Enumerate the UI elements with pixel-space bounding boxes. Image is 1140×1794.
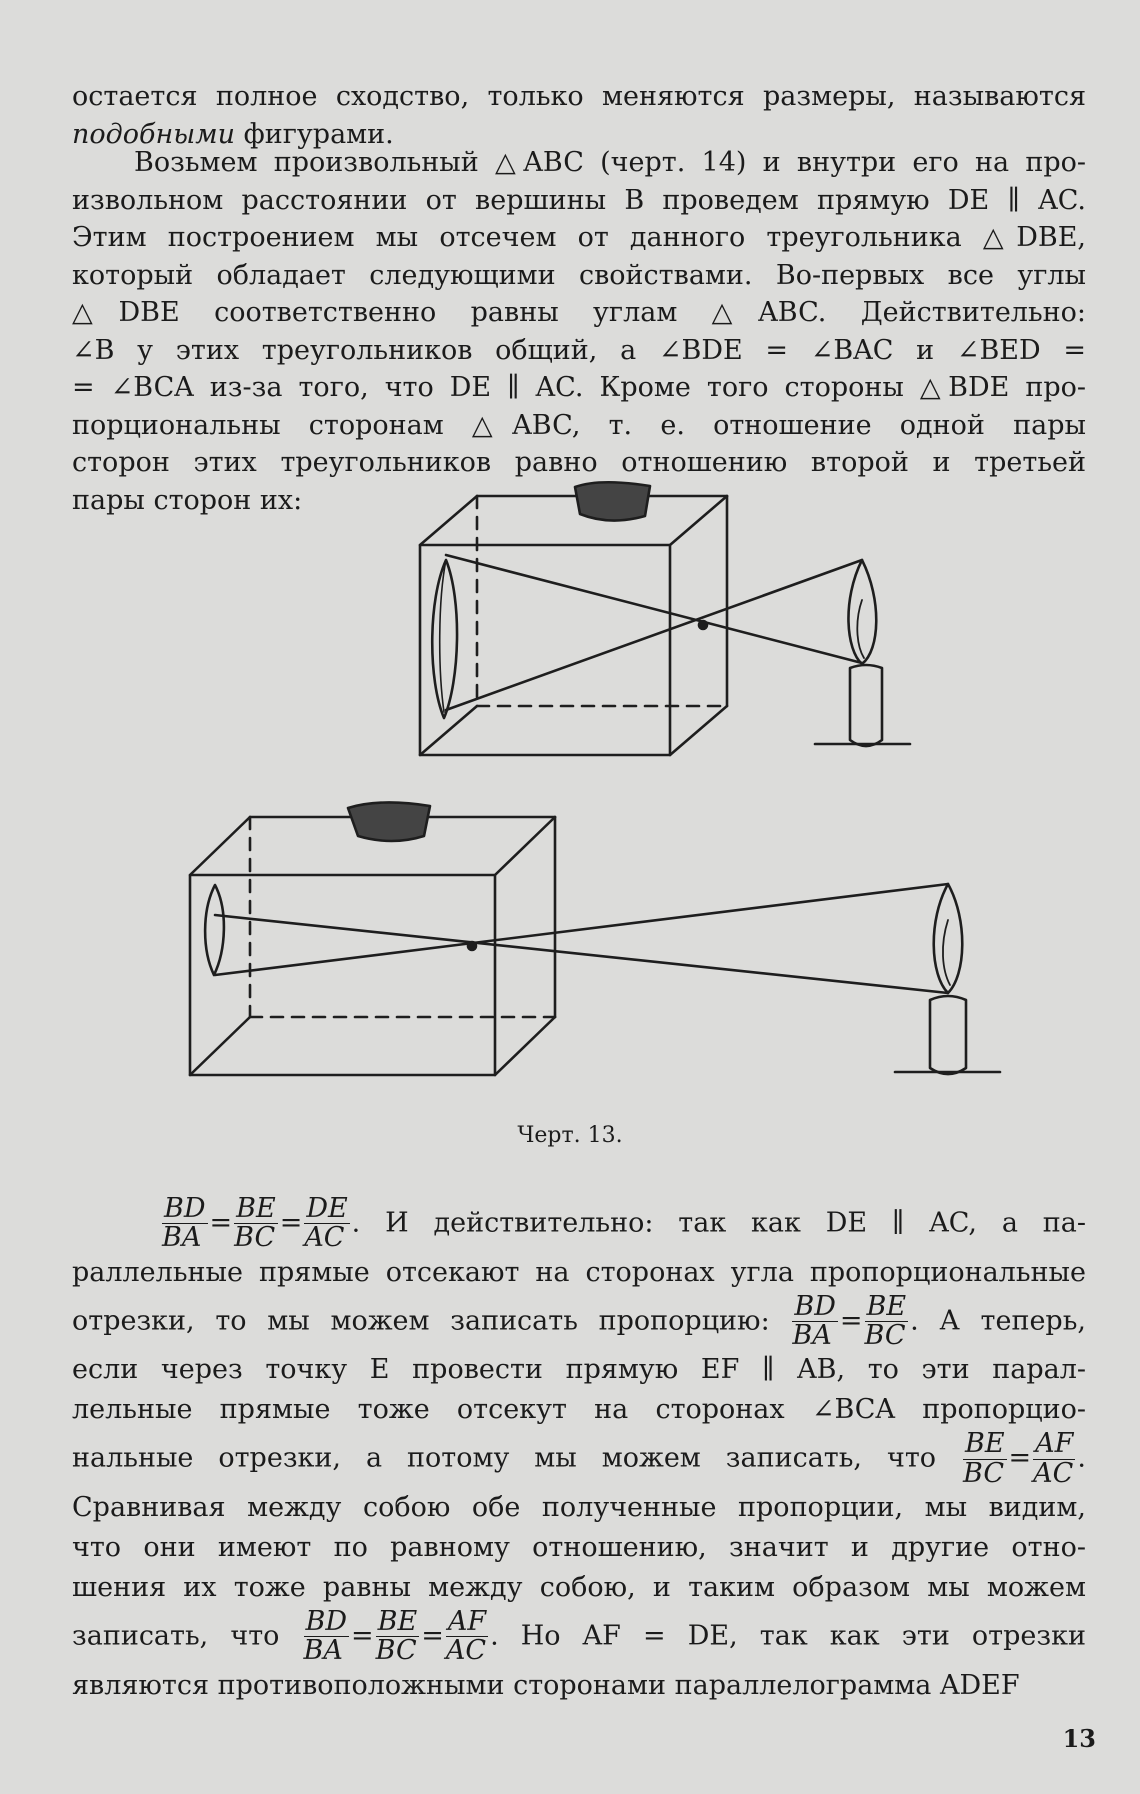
fraction-be-bc: $\frac{BE}{BC}$	[962, 1428, 1005, 1489]
figure-caption: Черт. 13.	[517, 1123, 623, 1148]
text-line: △DBE соответственно равны углам △ABC. Действительно:	[72, 297, 1086, 328]
equals-sign: =	[421, 1620, 444, 1652]
fraction-be-bc: $\frac{BE}{BC}$	[864, 1290, 907, 1352]
text-line: нальные отрезки, а потому мы можем записать, что $\frac{BE}{BC}$ = $\frac{AF}{AC}$ .	[72, 1428, 1086, 1489]
text-fragment: фигурами.	[243, 118, 394, 150]
text-line: остается полное сходство, только меняются размеры, называются	[72, 81, 1086, 112]
fraction-de-ac: $\frac{DE}{AC}$	[304, 1193, 348, 1254]
fraction-bd-ba: $\frac{BD}{BA}$	[162, 1193, 206, 1254]
text-fragment: . И действительно: так как DE ∥ AC, а па-	[351, 1207, 1086, 1239]
text-line: если через точку E провести прямую EF ∥ AB, то эти парал-	[72, 1354, 1086, 1386]
equals-sign: =	[279, 1207, 303, 1239]
fraction-af-ac: $\frac{AF}{AC}$	[445, 1606, 487, 1667]
emphasis-word: подобными	[72, 118, 236, 150]
text-line: что они имеют по равному отношению, значит и другие отно-	[72, 1532, 1086, 1564]
text-fragment: отрезки, то мы можем записать пропорцию:	[72, 1305, 770, 1337]
text-line: извольном расстоянии от вершины B проведем прямую DE ∥ AC.	[72, 184, 1086, 216]
page-number: 13	[1062, 1724, 1096, 1753]
text-line: раллельные прямые отсекают на сторонах угла пропорциональные	[72, 1256, 1086, 1288]
text-fragment: . Но AF = DE, так как эти отрезки	[490, 1620, 1086, 1652]
text-line: ∠B у этих треугольников общий, а ∠BDE = ∠BAC и ∠BED =	[72, 334, 1086, 366]
text-fragment: нальные отрезки, а потому мы можем записать, что	[72, 1442, 937, 1474]
text-line: лельные прямые тоже отсекут на сторонах ∠BCA пропорцио-	[72, 1394, 1086, 1426]
equals-sign: =	[839, 1305, 863, 1337]
fraction-be-bc: $\frac{BE}{BC}$	[234, 1193, 276, 1254]
text-line: Возьмем произвольный △ABC (черт. 14) и внутри его на про-	[134, 147, 1086, 178]
equals-sign: =	[209, 1207, 233, 1239]
text-line: сторон этих треугольников равно отношению второй и третьей	[72, 447, 1086, 478]
text-fragment: записать, что	[72, 1620, 280, 1652]
upper-box-illustration	[420, 482, 910, 755]
text-line: который обладает следующими свойствами. Во-первых все углы	[72, 259, 1086, 291]
text-line: порциональны сторонам △ABC, т. е. отношение одной пары	[72, 409, 1086, 441]
text-line: Этим построением мы отсечем от данного треугольника △DBE,	[72, 222, 1086, 253]
text-line	[72, 1290, 1086, 1352]
equals-sign: =	[351, 1620, 374, 1652]
text-fragment: . А теперь,	[910, 1305, 1086, 1337]
fraction-bd-ba: $\frac{BD}{BA}$	[303, 1606, 348, 1667]
fraction-be-bc: $\frac{BE}{BC}$	[375, 1606, 418, 1667]
paragraph-3	[72, 1195, 1086, 1706]
text-line: шения их тоже равны между собою, и таким образом мы можем	[72, 1572, 1086, 1604]
equals-sign: =	[1008, 1442, 1032, 1474]
text-line: = ∠BCA из-за того, что DE ∥ AC. Кроме того стороны △BDE про-	[72, 372, 1086, 403]
text-line	[72, 1195, 1086, 1253]
text-line: являются противоположными сторонами параллелограмма ADEF	[72, 1669, 1020, 1701]
text-line: пары сторон их:	[72, 484, 303, 516]
text-line: Сравнивая между собою обе полученные пропорции, мы видим,	[72, 1492, 1086, 1524]
lower-box-illustration	[190, 802, 1000, 1075]
fraction-af-ac: $\frac{AF}{AC}$	[1033, 1428, 1074, 1489]
text-line	[72, 1608, 1086, 1666]
fraction-bd-ba: $\frac{BD}{BA}$	[792, 1290, 836, 1352]
